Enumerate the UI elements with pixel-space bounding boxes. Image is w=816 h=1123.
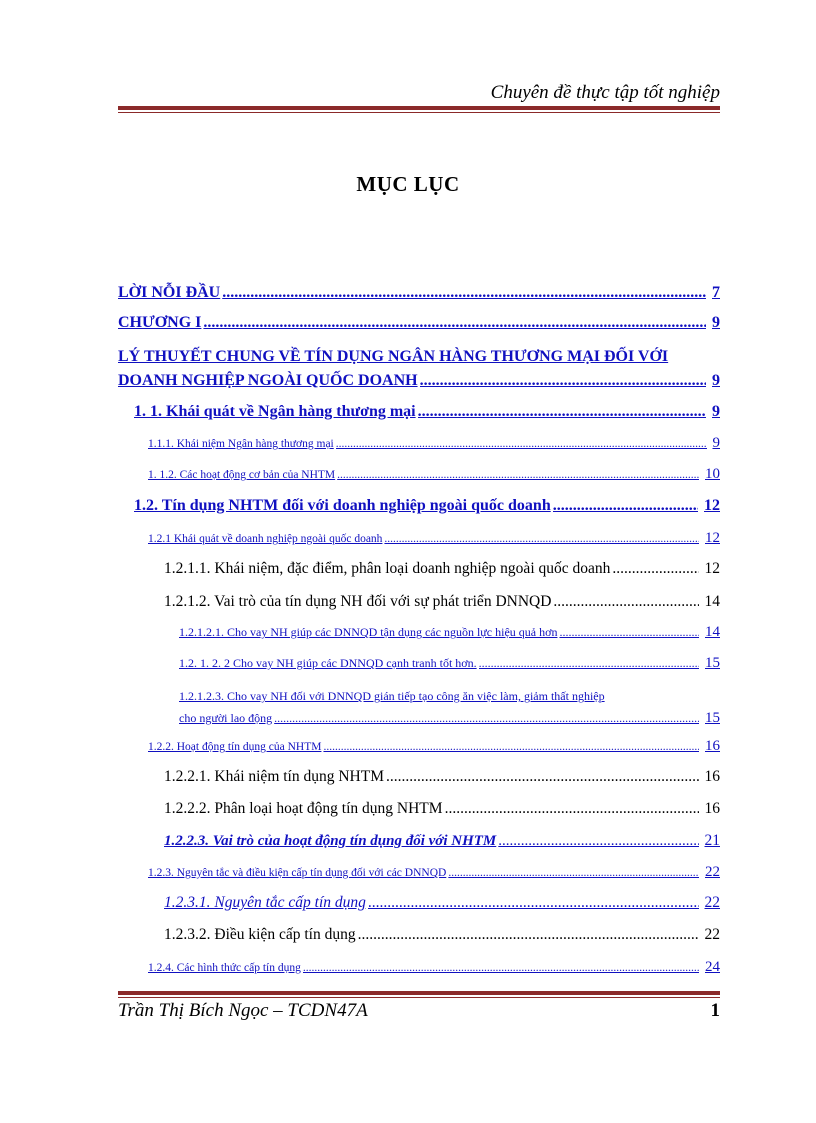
toc-entry-ly-thuyet-chung[interactable] <box>118 345 720 393</box>
toc-entry-label: 1. 1.2. Các hoạt động cơ bản của NHTM <box>148 469 336 481</box>
footer-author: Trần Thị Bích Ngọc – TCDN47A <box>118 1000 368 1021</box>
toc-entry-1-2-4[interactable] <box>148 959 720 976</box>
running-header: Chuyên đề thực tập tốt nghiệp <box>490 82 720 103</box>
toc-entry-1-1-1[interactable] <box>148 435 720 452</box>
toc-entry-loi-noi-dau[interactable] <box>118 284 720 302</box>
toc-leader <box>203 314 706 332</box>
toc-entry-label: 1.2.1.1. Khái niệm, đặc điểm, phân loại doanh nghiệp ngoài quốc doanh <box>164 560 611 577</box>
toc-entry-page: 9 <box>712 403 720 420</box>
toc-leader <box>386 768 699 786</box>
toc-entry-1-2-3-2[interactable] <box>164 926 720 944</box>
toc-entry-label: cho người lao động <box>179 711 273 725</box>
toc-entry-1-2-1-2-3[interactable] <box>179 685 720 729</box>
toc-entry-1-2-3[interactable] <box>148 864 720 881</box>
toc-entry-label: 1.2.3.2. Điều kiện cấp tín dụng <box>164 926 356 943</box>
toc-entry-label: 1.2.1 Khái quát về doanh nghiệp ngoài quốc doanh <box>148 533 383 545</box>
toc-leader <box>222 284 706 302</box>
toc-entry-1-2-1-2-2[interactable] <box>179 655 720 672</box>
toc-entry-label: 1.2.3.1. Nguyên tắc cấp tín dụng <box>164 894 366 911</box>
toc-entry-page: 10 <box>705 466 720 482</box>
toc-entry-page: 22 <box>704 894 720 911</box>
toc-entry-label: CHƯƠNG I <box>118 314 202 331</box>
toc-entry-1-2[interactable] <box>134 497 720 515</box>
header-rule <box>118 106 720 113</box>
toc-leader <box>445 800 699 818</box>
toc-leader <box>303 962 699 974</box>
toc-entry-1-1[interactable] <box>134 403 720 421</box>
toc-entry-page: 12 <box>704 560 720 577</box>
toc-entry-1-2-2-3[interactable] <box>164 832 720 850</box>
toc-entry-label: 1.2. Tín dụng NHTM đối với doanh nghiệp ngoài quốc doanh <box>134 497 551 514</box>
toc-leader <box>323 741 699 753</box>
toc-entry-label: 1.2.3. Nguyên tắc và điều kiện cấp tín dụng đối với các DNNQD <box>148 867 447 879</box>
toc-entry-page: 16 <box>705 738 720 754</box>
toc-entry-1-2-1-2[interactable] <box>164 593 720 611</box>
toc-entry-page: 16 <box>704 768 720 785</box>
toc-leader <box>612 560 698 578</box>
toc-entry-label: 1.2.2.3. Vai trò của hoạt động tín dụng đối với NHTM <box>164 833 497 849</box>
toc-entry-label: 1.2.1.2.1. Cho vay NH giúp các DNNQD tận dụng các nguồn lực hiệu quả hơn <box>179 625 558 639</box>
toc-entry-1-2-1-1[interactable] <box>164 560 720 578</box>
toc-entry-label: 1.2.1.2. Vai trò của tín dụng NH đối với sự phát triển DNNQD <box>164 593 552 610</box>
toc-entry-1-2-2-1[interactable] <box>164 768 720 786</box>
footer-rule <box>118 991 720 998</box>
toc-entry-page: 9 <box>712 435 720 451</box>
toc-entry-page: 12 <box>705 530 720 546</box>
toc-entry-label: 1.2.2.1. Khái niệm tín dụng NHTM <box>164 768 384 785</box>
page-title: MỤC LỤC <box>356 172 460 196</box>
toc-entry-label: LỜI NỖI ĐẦU <box>118 284 221 301</box>
toc-entry-line1: LÝ THUYẾT CHUNG VỀ TÍN DỤNG NGÂN HÀNG THƯƠNG MẠI ĐỐI VỚI <box>118 348 669 365</box>
toc-entry-1-1-2[interactable] <box>148 466 720 483</box>
toc-leader <box>498 833 698 850</box>
toc-entry-page: 15 <box>705 655 720 671</box>
toc-leader <box>336 438 707 450</box>
toc-leader <box>553 593 698 611</box>
toc-leader <box>448 867 699 879</box>
toc-entry-1-2-1-2-1[interactable] <box>179 624 720 641</box>
footer-page-number: 1 <box>710 1000 720 1021</box>
toc-entry-page: 9 <box>712 372 720 389</box>
toc-entry-1-2-2[interactable] <box>148 738 720 755</box>
toc-leader <box>420 369 706 393</box>
toc-entry-label: 1.1.1. Khái niệm Ngân hàng thương mại <box>148 438 334 450</box>
toc-entry-page: 7 <box>712 284 720 301</box>
toc-leader <box>358 926 699 944</box>
toc-entry-page: 12 <box>704 497 720 514</box>
toc-leader <box>553 497 698 515</box>
toc-leader <box>274 707 699 729</box>
toc-entry-label: DOANH NGHIỆP NGOÀI QUỐC DOANH <box>118 372 418 389</box>
toc-entry-label: 1.2.2. Hoạt động tín dụng của NHTM <box>148 741 322 753</box>
toc-entry-page: 14 <box>704 593 720 610</box>
toc-entry-label: 1.2.2.2. Phân loại hoạt động tín dụng NHTM <box>164 800 443 817</box>
toc-leader <box>368 894 699 912</box>
toc-entry-1-2-2-2[interactable] <box>164 800 720 818</box>
toc-leader <box>418 403 706 421</box>
toc-entry-1-2-1[interactable] <box>148 530 720 547</box>
toc-entry-page: 24 <box>705 959 720 975</box>
toc-entry-page: 21 <box>704 832 720 849</box>
toc-entry-line1: 1.2.1.2.3. Cho vay NH đối với DNNQD gián tiếp tạo công ăn việc làm, giảm thất nghiệp <box>179 689 605 703</box>
toc-leader <box>479 656 699 671</box>
toc-entry-page: 22 <box>704 926 720 943</box>
toc-entry-page: 16 <box>704 800 720 817</box>
toc-entry-label: 1. 1. Khái quát về Ngân hàng thương mại <box>134 403 416 420</box>
toc-leader <box>559 625 699 640</box>
toc-entry-label: 1.2. 1. 2. 2 Cho vay NH giúp các DNNQD cạnh tranh tốt hơn. <box>179 656 477 670</box>
toc-leader <box>337 469 699 481</box>
toc-entry-page: 14 <box>705 624 720 640</box>
toc-entry-page: 15 <box>705 710 720 726</box>
toc-entry-chuong-1[interactable] <box>118 314 720 332</box>
toc-entry-page: 22 <box>705 864 720 880</box>
toc-entry-1-2-3-1[interactable] <box>164 894 720 912</box>
toc-entry-label: 1.2.4. Các hình thức cấp tín dụng <box>148 962 301 974</box>
toc-leader <box>384 533 699 545</box>
toc-entry-page: 9 <box>712 314 720 331</box>
